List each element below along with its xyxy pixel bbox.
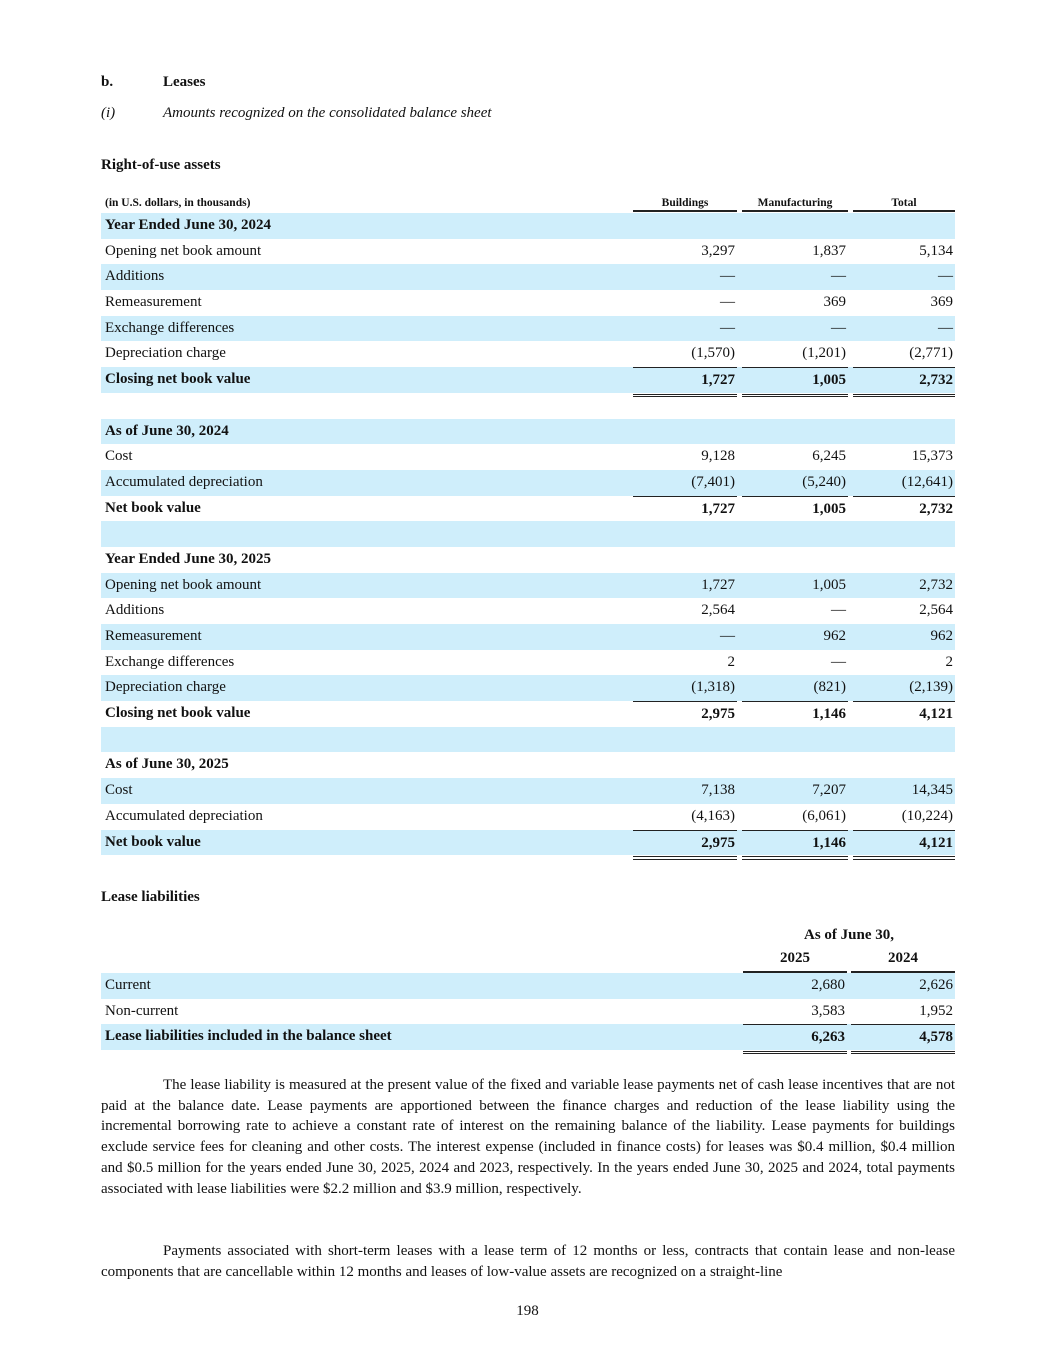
row-label: Cost: [105, 448, 133, 465]
table-row: [101, 1024, 955, 1050]
cell-value: (821): [813, 679, 846, 696]
cell-value: 4,121: [853, 830, 955, 855]
table-row: [101, 547, 955, 573]
cell-value: 2,975: [633, 701, 737, 726]
section-heading: [101, 74, 206, 91]
row-label: As of June 30, 2024: [105, 422, 229, 439]
cell-value: (4,163): [691, 807, 735, 824]
cell-value: 962: [823, 628, 846, 644]
row-label: Year Ended June 30, 2024: [105, 217, 271, 233]
row-label: Closing net book value: [105, 705, 251, 722]
cell-value: [633, 727, 737, 752]
table-row: [101, 727, 955, 753]
subsection-number: (i): [101, 105, 116, 121]
cell-value: 2,732: [853, 496, 955, 521]
cell-value: 1,005: [742, 367, 848, 392]
cell-value: (12,641): [901, 473, 953, 490]
table-row: [101, 650, 955, 676]
cell-value: —: [720, 319, 735, 336]
cell-value: [853, 752, 955, 777]
cell-value: 4,578: [851, 1024, 955, 1049]
rou-header-row: [101, 194, 955, 213]
cell-value: 1,727: [701, 576, 735, 593]
table-row: [101, 393, 955, 419]
table-row: [101, 778, 955, 804]
cell-value: [853, 547, 955, 572]
cell-value: 1,952: [919, 1002, 953, 1019]
cell-value: (6,061): [802, 807, 846, 824]
cell-value: 1,146: [742, 701, 848, 726]
lease-liabilities-title: Lease liabilities: [101, 889, 200, 905]
ll-year-header: [101, 950, 955, 973]
cell-value: [633, 521, 737, 546]
column-header-manufacturing: Manufacturing: [742, 197, 848, 212]
cell-value: [633, 547, 737, 572]
cell-value: —: [938, 319, 953, 336]
ll-group-header: As of June 30,: [803, 927, 894, 943]
cell-value: —: [831, 319, 846, 336]
row-label: Current: [105, 977, 151, 993]
cell-value: (1,318): [691, 679, 735, 696]
cell-value: 1,837: [812, 242, 846, 259]
cell-value: 1,146: [742, 830, 848, 855]
row-label: Lease liabilities included in the balance sheet: [105, 1028, 392, 1045]
row-label: Additions: [105, 602, 165, 619]
row-label: Opening net book amount: [105, 242, 262, 259]
table-row: [101, 973, 955, 999]
cell-value: 3,297: [701, 242, 735, 259]
cell-value: 2: [727, 653, 735, 670]
table-row: [101, 624, 955, 650]
cell-value: [742, 521, 848, 546]
cell-value: 1,005: [742, 496, 848, 521]
cell-value: —: [831, 268, 846, 285]
table-row: [101, 496, 955, 522]
column-header-total: Total: [853, 197, 955, 212]
rou-table: [101, 194, 955, 855]
row-label: Net book value: [105, 833, 201, 850]
column-header-2024: 2024: [851, 950, 955, 973]
row-label: Remeasurement: [105, 294, 202, 311]
cell-value: 1,727: [633, 367, 737, 392]
cell-value: [853, 727, 955, 752]
cell-value: [633, 213, 737, 238]
cell-value: 2,564: [701, 602, 735, 619]
rou-title: Right-of-use assets: [101, 157, 221, 173]
cell-value: —: [831, 653, 846, 670]
cell-value: 5,134: [919, 242, 953, 259]
cell-value: 7,138: [701, 782, 735, 799]
cell-value: —: [720, 628, 735, 644]
row-label: Closing net book value: [105, 371, 251, 388]
cell-value: 369: [823, 294, 846, 311]
table-row: [101, 213, 955, 239]
column-header-2025: 2025: [743, 950, 847, 973]
row-label: Depreciation charge: [105, 345, 226, 362]
row-label: Accumulated depreciation: [105, 807, 263, 824]
row-label: Exchange differences: [105, 653, 235, 670]
row-label: Accumulated depreciation: [105, 473, 263, 490]
cell-value: (5,240): [802, 473, 846, 490]
cell-value: —: [831, 602, 846, 619]
row-label: Remeasurement: [105, 628, 202, 644]
cell-value: [853, 419, 955, 444]
row-label: Opening net book amount: [105, 576, 262, 593]
cell-value: (10,224): [901, 807, 953, 824]
cell-value: [853, 213, 955, 238]
table-row: [101, 316, 955, 342]
table-row: [101, 341, 955, 367]
subsection-heading: [101, 105, 492, 122]
row-label: Net book value: [105, 499, 201, 516]
cell-value: 2,680: [811, 977, 845, 993]
row-label: Additions: [105, 268, 165, 285]
section-title: Leases: [163, 74, 206, 90]
table-row: [101, 830, 955, 856]
table-row: [101, 675, 955, 701]
cell-value: —: [720, 294, 735, 311]
cell-value: (7,401): [691, 473, 735, 490]
cell-value: [853, 393, 955, 418]
table-row: [101, 444, 955, 470]
cell-value: (1,201): [802, 345, 846, 362]
table-row: [101, 752, 955, 778]
row-label: Depreciation charge: [105, 679, 226, 696]
cell-value: 2,626: [919, 977, 953, 993]
row-label: Non-current: [105, 1002, 179, 1019]
table-row: [101, 521, 955, 547]
cell-value: [742, 752, 848, 777]
table-row: [101, 999, 955, 1025]
cell-value: 2,732: [853, 367, 955, 392]
cell-value: 6,245: [812, 448, 846, 465]
section-number: b.: [101, 74, 114, 90]
paragraph-lease-liability: The lease liability is measured at the present value of the fixed and variable lease payments net of cash lease incentives that are not paid at the balance date. Lease payments are apportioned between the finance charges and reduction of the lease liability using the incremental borrowing rate to achieve a constant rate of interest on the remaining balance of the liability. Lease payments for buildings exclude service fees for cleaning and other costs. The interest expense (included in finance costs) for leases was $0.4 million, $0.4 million and $0.5 million for the years ended June 30, 2025, 2024 and 2023, respectively. In the years ended June 30, 2025 and 2024, total payments associated with lease liabilities were $2.2 million and $3.9 million, respectively.: [101, 1077, 955, 1197]
table-row: [101, 239, 955, 265]
cell-value: [742, 419, 848, 444]
paragraph-short-term-leases: Payments associated with short-term leases with a lease term of 12 months or less, contracts that contain lease and non-lease components that are cancellable within 12 months and leases of low-value assets are recognized on a straight-line: [101, 1243, 955, 1280]
cell-value: 962: [930, 628, 953, 644]
table-row: [101, 701, 955, 727]
cell-value: [742, 547, 848, 572]
ll-body: [101, 973, 955, 1050]
cell-value: 3,583: [811, 1002, 845, 1019]
cell-value: 369: [930, 294, 953, 311]
table-row: [101, 573, 955, 599]
cell-value: [633, 419, 737, 444]
cell-value: 1,005: [812, 576, 846, 593]
cell-value: 2,975: [633, 830, 737, 855]
cell-value: 1,727: [633, 496, 737, 521]
cell-value: [633, 752, 737, 777]
cell-value: 6,263: [743, 1024, 847, 1049]
page-number: 198: [516, 1303, 539, 1319]
cell-value: —: [720, 268, 735, 285]
cell-value: 9,128: [701, 448, 735, 465]
lease-liabilities-table: [101, 925, 955, 1050]
cell-value: 15,373: [911, 448, 953, 465]
table-row: [101, 367, 955, 393]
cell-value: (1,570): [691, 345, 735, 362]
cell-value: 2: [945, 653, 953, 670]
table-row: [101, 470, 955, 496]
table-row: [101, 598, 955, 624]
cell-value: (2,771): [909, 345, 953, 362]
cell-value: [742, 393, 848, 418]
cell-value: [742, 727, 848, 752]
table-row: [101, 804, 955, 830]
table-row: [101, 290, 955, 316]
cell-value: 7,207: [812, 782, 846, 799]
row-label: Year Ended June 30, 2025: [105, 550, 271, 567]
row-label: As of June 30, 2025: [105, 756, 229, 773]
cell-value: 14,345: [911, 782, 953, 799]
cell-value: 4,121: [853, 701, 955, 726]
cell-value: 2,732: [919, 576, 953, 593]
table-row: [101, 419, 955, 445]
cell-value: [633, 393, 737, 418]
cell-value: [742, 213, 848, 238]
subsection-title: Amounts recognized on the consolidated balance sheet: [163, 105, 492, 121]
cell-value: (2,139): [909, 679, 953, 696]
table-row: [101, 264, 955, 290]
unit-label: (in U.S. dollars, in thousands): [105, 197, 251, 209]
row-label: Exchange differences: [105, 319, 235, 336]
column-header-buildings: Buildings: [633, 197, 737, 212]
cell-value: —: [938, 268, 953, 285]
cell-value: [853, 521, 955, 546]
row-label: Cost: [105, 782, 133, 799]
cell-value: 2,564: [919, 602, 953, 619]
rou-body: [101, 213, 955, 855]
